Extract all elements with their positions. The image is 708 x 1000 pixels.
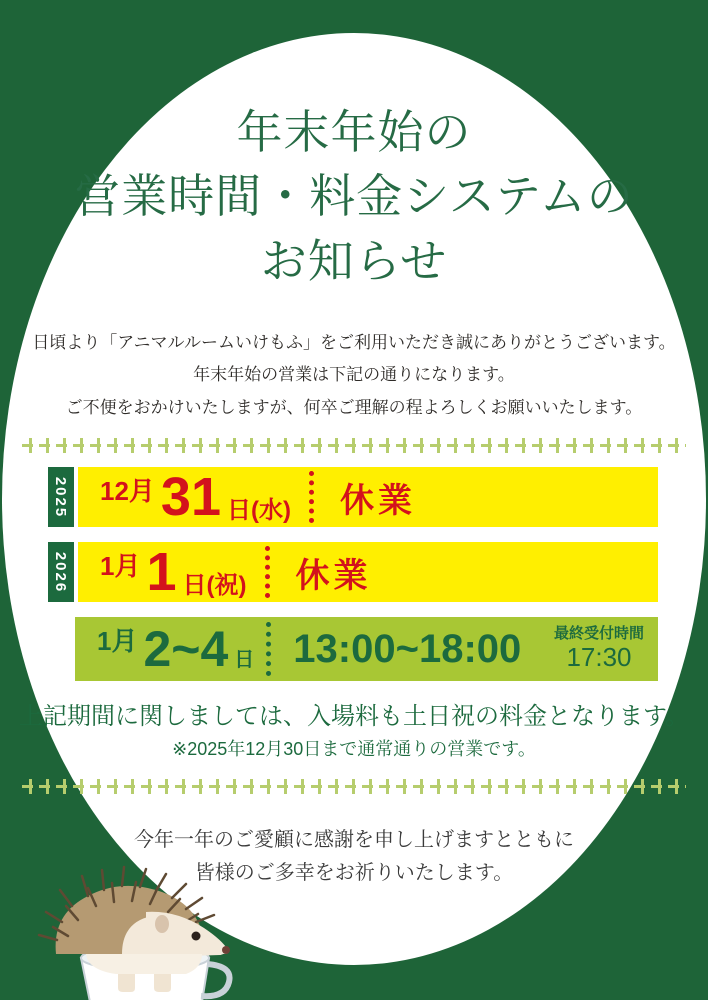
month-label: 12月 [100,475,155,506]
day-suffix: 日(水) [227,496,291,524]
day-suffix: 日 [234,648,255,671]
closing-line-2: 皆様のご多幸をお祈りいたします。 [194,862,514,885]
day-number: 31 [160,467,221,528]
intro-paragraph [0,327,708,424]
schedule-row-body [78,467,658,527]
schedule-row-body [78,542,658,602]
schedule-row-body [75,617,658,681]
closed-status-label: 休業 [295,556,372,595]
schedule-row-dec31 [48,467,658,527]
day-range: 2~4 [143,621,229,678]
plus-pattern-divider-top [22,438,686,453]
schedule-row-jan2-4 [48,617,658,681]
opening-hours: 13:00~18:00 [293,626,522,671]
month-label: 1月 [97,625,138,656]
closed-status-label: 休業 [339,481,416,520]
year-tab-2025 [48,467,74,527]
page-title [0,100,708,293]
day-suffix: 日(祝) [182,571,247,599]
month-label: 1月 [100,550,141,581]
year-label: 2025 [52,476,70,518]
intro-line-1: 日頃より「アニマルルームいけもふ」をご利用いただき誠にありがとうございます。 [32,333,676,353]
year-tab-2026 [48,542,74,602]
schedule-table [48,467,658,681]
last-entry-info [554,625,644,672]
day-number: 1 [146,542,177,603]
intro-line-3: ご不便をおかけいたしますが、何卒ご理解の程よろしくお願いいたします。 [65,397,643,417]
closing-line-1: 今年一年のご愛顧に感謝を申し上げますとともに [134,829,574,852]
normal-business-note: ※2025年12月30日まで通常通りの営業です。 [172,739,536,760]
title-line-2: 営業時間・料金システムの [74,170,634,223]
last-entry-time: 17:30 [566,641,632,672]
intro-line-2: 年末年始の営業は下記の通りになります。 [193,365,515,385]
title-line-3: お知らせ [260,234,448,287]
plus-pattern-divider-bottom [22,779,686,794]
year-label: 2026 [52,551,70,593]
holiday-fee-notice: 上記期間に関しましては、入場料も土日祝の料金となります。 [18,703,690,731]
hedgehog-in-teacup-photo [26,862,264,1000]
last-entry-label: 最終受付時間 [553,625,644,643]
dotted-separator [309,471,314,523]
dotted-separator [266,622,271,676]
title-line-1: 年末年始の [236,106,472,158]
dotted-separator [265,546,270,598]
schedule-row-jan1 [48,542,658,602]
